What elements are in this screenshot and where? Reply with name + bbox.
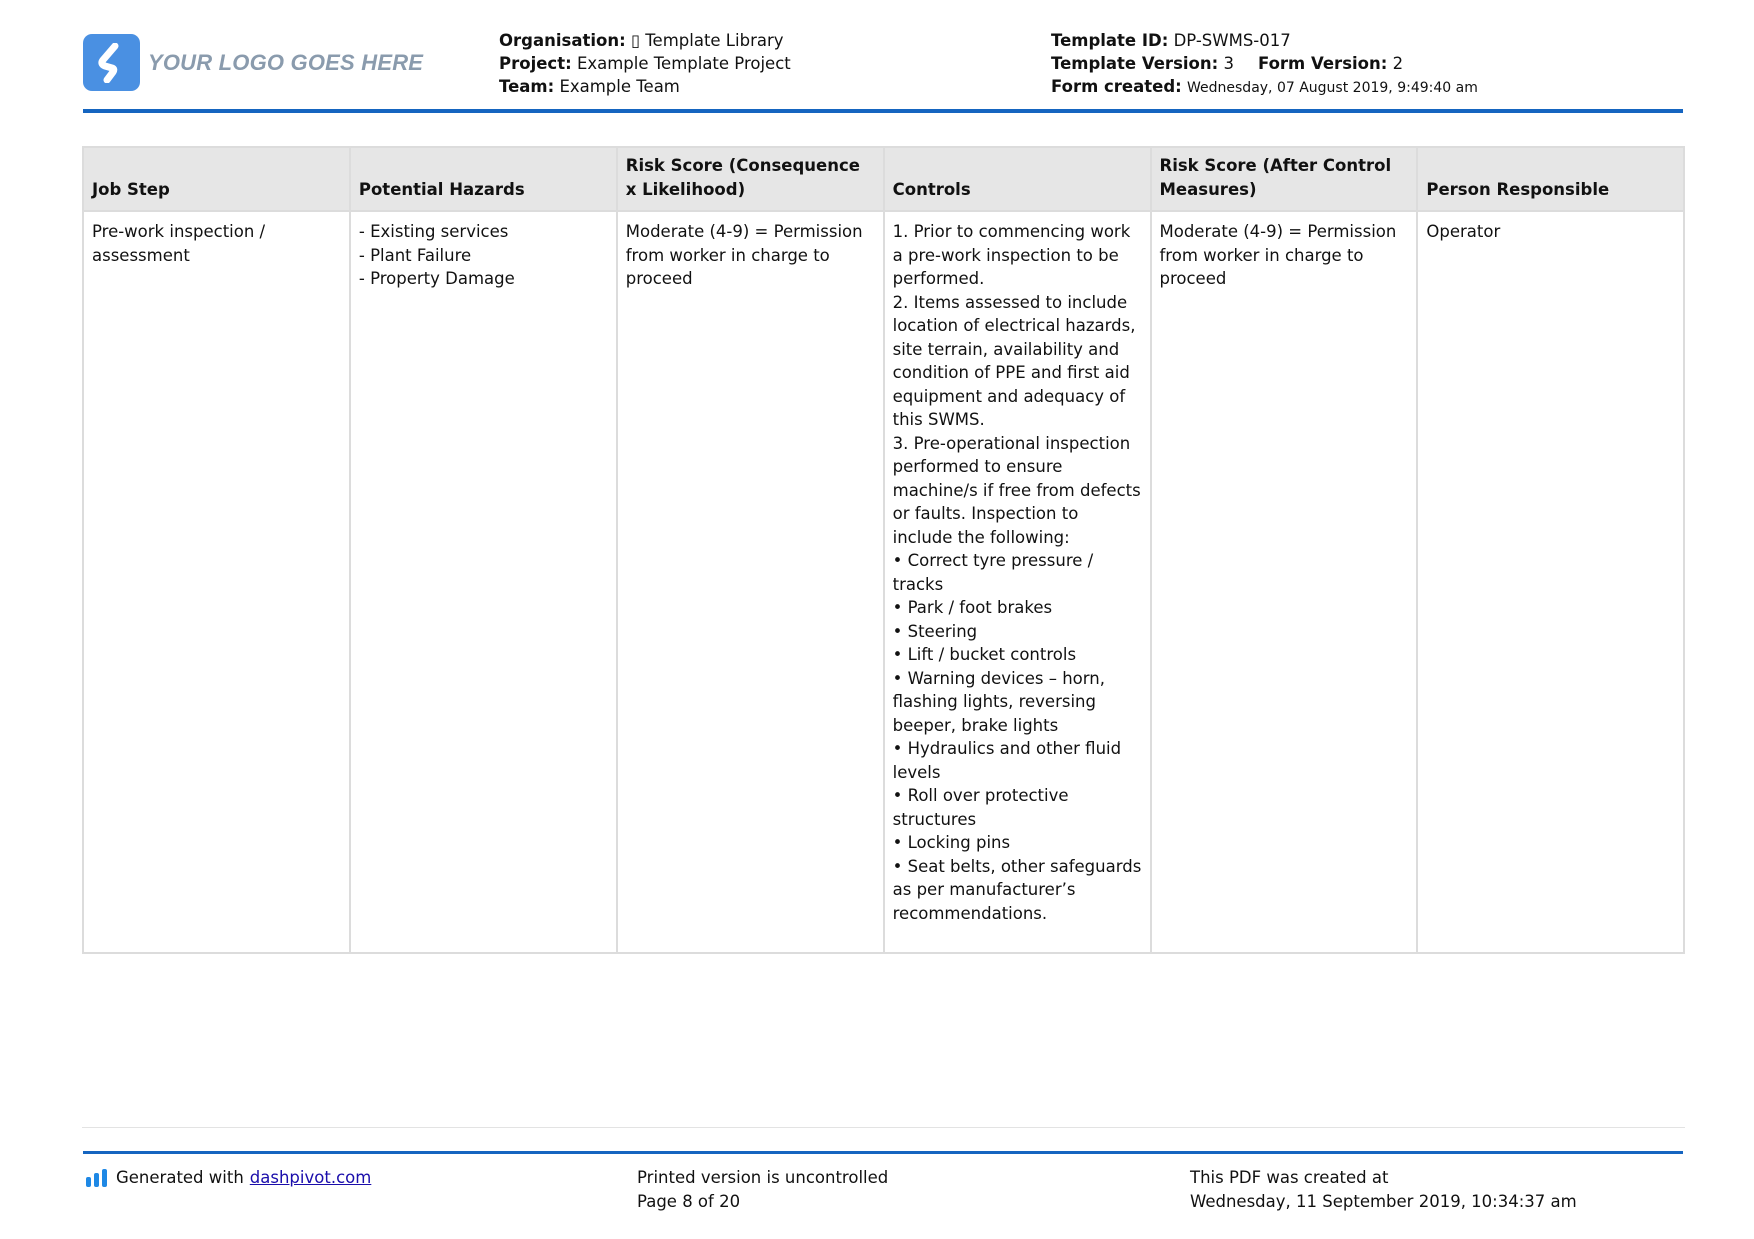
page-header (83, 0, 1683, 115)
team-value: Example Team (559, 77, 680, 96)
project-meta (499, 29, 791, 98)
organisation-line (499, 29, 791, 52)
risk-score-after-cell: Moderate (4-9) = Permission from worker in charge to proceed (1151, 211, 1418, 953)
hazards-cell: - Existing services - Plant Failure - Property Damage (350, 211, 617, 953)
person-responsible-cell: Operator (1417, 211, 1684, 953)
table-row (83, 211, 1684, 953)
form-version-value: 2 (1392, 54, 1404, 73)
form-created-value: Wednesday, 07 August 2019, 9:49:40 am (1187, 80, 1478, 96)
column-header-risk-score-after: Risk Score (After Control Measures) (1151, 147, 1418, 211)
column-header-controls: Controls (884, 147, 1151, 211)
template-meta (1051, 29, 1478, 100)
pdf-created-value: Wednesday, 11 September 2019, 10:34:37 am (1190, 1192, 1577, 1211)
job-step-cell: Pre-work inspection / assessment (83, 211, 350, 953)
version-line (1051, 52, 1478, 75)
logo-mark-icon (83, 34, 140, 91)
pdf-created-info (1190, 1166, 1577, 1214)
controls-cell: 1. Prior to commencing work a pre-work inspection to be performed. 2. Items assessed to include location of electrical hazards, site terrain, availability and condition of PPE and first aid equipment and adequacy of this SWMS. 3. Pre-operational inspection performed to ensure machine/s if free from defects or faults. Inspection to include the following: • Correct tyre pressure / tracks • Park / foot brakes • Steering • Lift / bucket controls • Warning devices – horn, flashing lights, reversing beeper, brake lights • Hydraulics and other fluid levels • Roll over protective structures • Locking pins • Seat belts, other safeguards as per manufacturer’s recommendations. (884, 211, 1151, 953)
generated-prefix: Generated with (116, 1168, 244, 1187)
template-version-value: 3 (1223, 54, 1234, 73)
footer-divider (83, 1151, 1683, 1154)
header-divider (83, 109, 1683, 113)
risk-score-cell: Moderate (4-9) = Permission from worker in charge to proceed (617, 211, 884, 953)
dashpivot-link[interactable]: dashpivot.com (249, 1168, 372, 1187)
dashpivot-icon (86, 1169, 108, 1187)
template-id-value: DP-SWMS-017 (1173, 31, 1291, 50)
team-line (499, 75, 791, 98)
column-header-potential-hazards: Potential Hazards (350, 147, 617, 211)
form-created-line (1051, 75, 1478, 100)
organisation-label: Organisation: (499, 31, 626, 50)
form-created-label: Form created: (1051, 77, 1182, 96)
print-info (637, 1166, 888, 1214)
logo-text: YOUR LOGO GOES HERE (148, 49, 424, 75)
footer-thin-divider (82, 1127, 1685, 1128)
column-header-risk-score: Risk Score (Consequence x Likelihood) (617, 147, 884, 211)
table-header-row (83, 147, 1684, 211)
template-id-label: Template ID: (1051, 31, 1169, 50)
project-value: Example Template Project (576, 54, 791, 73)
pdf-created-label: This PDF was created at (1190, 1168, 1389, 1187)
swms-table (82, 146, 1685, 954)
project-line (499, 52, 791, 75)
project-label: Project: (499, 54, 572, 73)
column-header-job-step: Job Step (83, 147, 350, 211)
template-id-line (1051, 29, 1478, 52)
company-logo (83, 34, 423, 91)
page-info: Page 8 of 20 (637, 1192, 741, 1211)
team-label: Team: (499, 77, 555, 96)
organisation-value: ▯ Template Library (630, 31, 784, 50)
template-version-label: Template Version: (1051, 54, 1219, 73)
column-header-person-responsible: Person Responsible (1417, 147, 1684, 211)
printed-note: Printed version is uncontrolled (637, 1168, 889, 1187)
form-version-label: Form Version: (1257, 54, 1388, 73)
generated-with (86, 1166, 371, 1190)
